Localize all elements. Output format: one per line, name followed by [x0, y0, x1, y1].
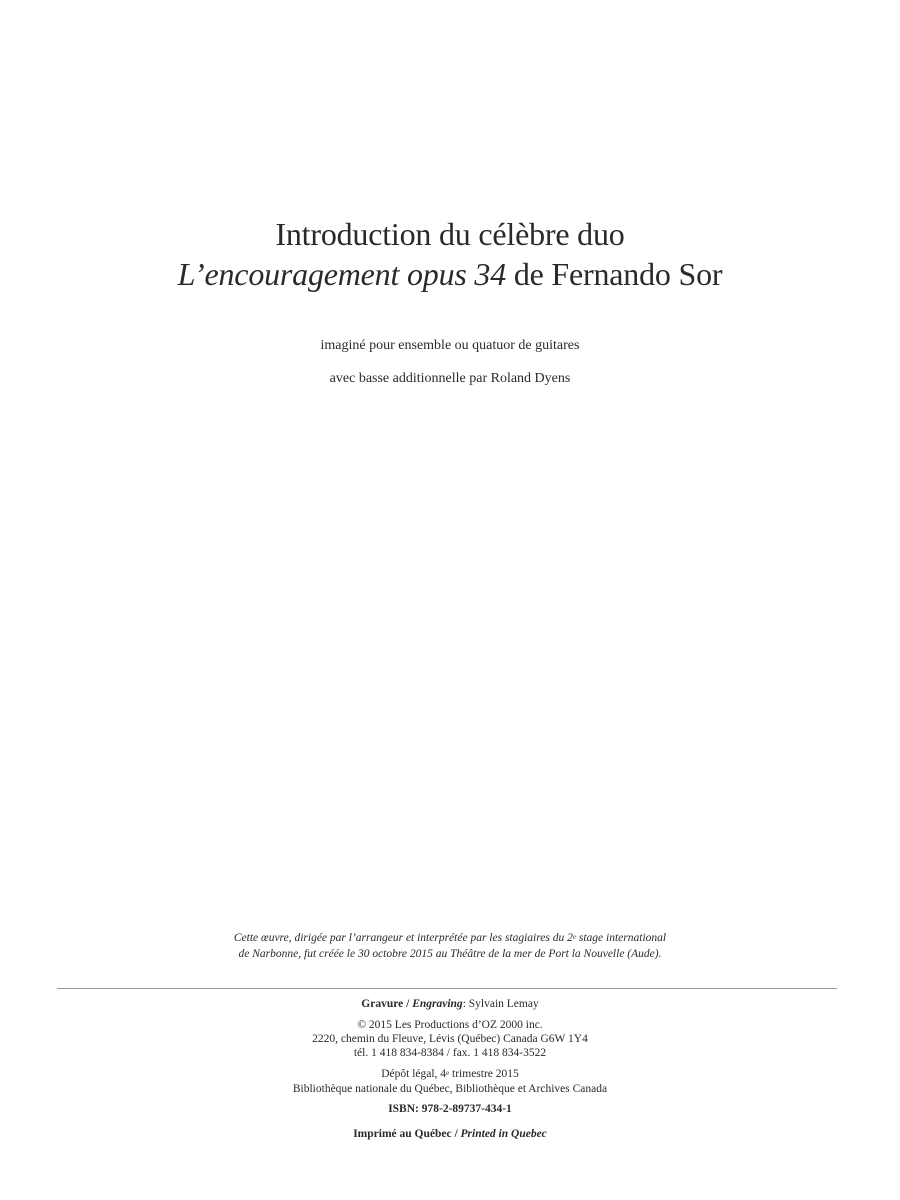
copyright-notice: [0, 1018, 900, 1032]
title-line-1: [0, 214, 900, 254]
premiere-text-c: de Narbonne, fut créée le 30 octobre 2015 au Théâtre de la mer de Port la Nouvelle (Aude).: [238, 948, 662, 960]
engraving-credit: [0, 997, 900, 1011]
copyright-text: © 2015 Les Productions d’OZ 2000 inc.: [357, 1019, 543, 1031]
address-text: 2220, chemin du Fleuve, Lévis (Québec) Canada G6W 1Y4: [312, 1033, 588, 1045]
isbn-text: ISBN: 978-2-89737-434-1: [388, 1103, 512, 1115]
publisher-address: [0, 1032, 900, 1046]
printed-fr: Imprimé au Québec /: [353, 1128, 461, 1140]
title-text: Introduction du célèbre duo: [275, 216, 625, 252]
premiere-text-a: Cette œuvre, dirigée par l’arrangeur et interprétée par les stagiaires du 2: [233, 932, 573, 944]
title-line-2: [0, 254, 900, 294]
premiere-note-line-2: [0, 947, 900, 962]
publisher-phone: [0, 1046, 900, 1060]
subtitle-arranger: [0, 370, 900, 388]
engraver-name: : Sylvain Lemay: [462, 998, 539, 1010]
library-notice: [0, 1082, 900, 1096]
premiere-text-b: stage international: [576, 932, 667, 944]
legal-deposit: [0, 1067, 900, 1081]
premiere-note-line-1: [0, 931, 900, 946]
depot-ordinal-sup: e: [446, 1069, 450, 1077]
printed-in: [0, 1127, 900, 1141]
engraving-label-fr: Gravure: [361, 998, 404, 1010]
engraving-label-en: Engraving: [412, 998, 463, 1010]
subtitle-instrumentation: [0, 337, 900, 355]
depot-text-b: trimestre 2015: [449, 1068, 519, 1080]
subtitle-text-2: avec basse additionnelle par Roland Dyens: [329, 371, 571, 386]
depot-text-a: Dépôt légal, 4: [381, 1068, 447, 1080]
subtitle-text-1: imaginé pour ensemble ou quatuor de guitares: [320, 338, 580, 353]
library-text: Bibliothèque nationale du Québec, Bibliothèque et Archives Canada: [292, 1083, 608, 1095]
ordinal-sup: e: [572, 933, 576, 941]
engraving-separator: /: [403, 998, 413, 1010]
phone-text: tél. 1 418 834-8384 / fax. 1 418 834-3522: [353, 1047, 547, 1059]
work-title: L’encouragement opus 34: [177, 256, 507, 292]
divider: [57, 988, 837, 989]
isbn: [0, 1102, 900, 1116]
composer-credit: de Fernando Sor: [506, 256, 723, 292]
printed-en: Printed in Quebec: [460, 1128, 547, 1140]
